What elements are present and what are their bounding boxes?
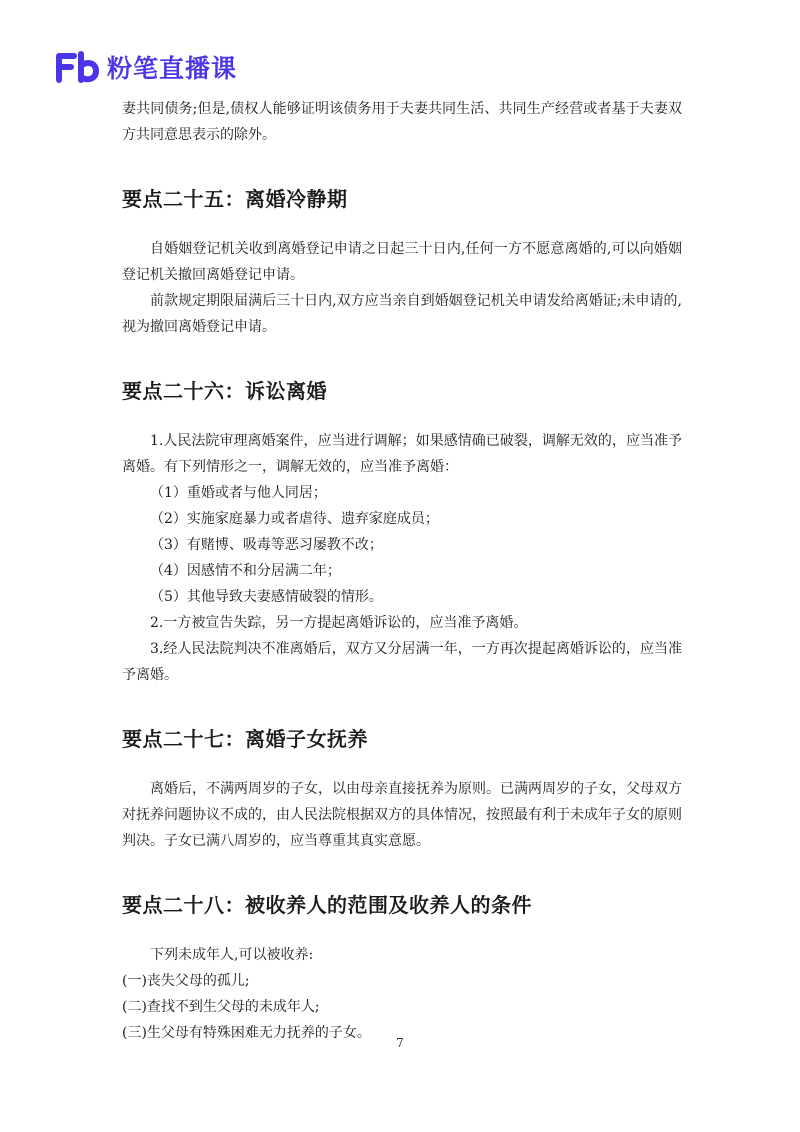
- paragraph: 前款规定期限届满后三十日内,双方应当亲自到婚姻登记机关申请发给离婚证;未申请的,视为撤回离婚登记申请。: [122, 293, 682, 335]
- page-number: 7: [396, 1036, 404, 1050]
- section-heading: 要点二十七：离婚子女抚养: [122, 727, 368, 751]
- list-item: (三)生父母有特殊困难无力抚养的子女。: [122, 1025, 371, 1041]
- paragraph: 自婚姻登记机关收到离婚登记申请之日起三十日内,任何一方不愿意离婚的,可以向婚姻登记机关撤回离婚登记申请。: [122, 241, 682, 283]
- brand-name: 粉笔直播课: [107, 54, 238, 83]
- list-item: （4）因感情不和分居满二年；: [150, 563, 341, 579]
- intro-paragraph: 妻共同债务;但是,债权人能够证明该债务用于夫妻共同生活、共同生产经营或者基于夫妻双方共同意思表示的除外。: [122, 101, 682, 143]
- list-item: （1）重婚或者与他人同居；: [150, 485, 327, 501]
- paragraph: 2.一方被宣告失踪，另一方提起离婚诉讼的，应当准予离婚。: [150, 615, 528, 631]
- fenbi-fb-logo-icon: [55, 50, 99, 84]
- paragraph: 3.经人民法院判决不准离婚后，双方又分居满一年，一方再次提起离婚诉讼的，应当准予离婚。: [122, 641, 682, 683]
- section-heading: 要点二十八：被收养人的范围及收养人的条件: [122, 893, 532, 917]
- document-body: [122, 96, 682, 1046]
- brand-header: [55, 50, 237, 84]
- list-item: （5）其他导致夫妻感情破裂的情形。: [150, 589, 383, 605]
- list-item: （3）有赌博、吸毒等恶习屡教不改；: [150, 537, 383, 553]
- paragraph: 离婚后，不满两周岁的子女，以由母亲直接抚养为原则。已满两周岁的子女，父母双方对抚养问题协议不成的，由人民法院根据双方的具体情况，按照最有利于未成年子女的原则判决。子女已满八周岁的，应当尊重其真实意愿。: [122, 781, 682, 849]
- paragraph: 下列未成年人,可以被收养:: [150, 947, 314, 963]
- list-item: (二)查找不到生父母的未成年人;: [122, 999, 320, 1015]
- list-item: (一)丧失父母的孤儿;: [122, 973, 250, 989]
- list-item: （2）实施家庭暴力或者虐待、遗弃家庭成员；: [150, 511, 439, 527]
- section-heading: 要点二十五：离婚冷静期: [122, 187, 348, 211]
- section-heading: 要点二十六：诉讼离婚: [122, 379, 327, 403]
- paragraph: 1.人民法院审理离婚案件，应当进行调解；如果感情确已破裂，调解无效的，应当准予离婚。有下列情形之一，调解无效的，应当准予离婚：: [122, 433, 682, 475]
